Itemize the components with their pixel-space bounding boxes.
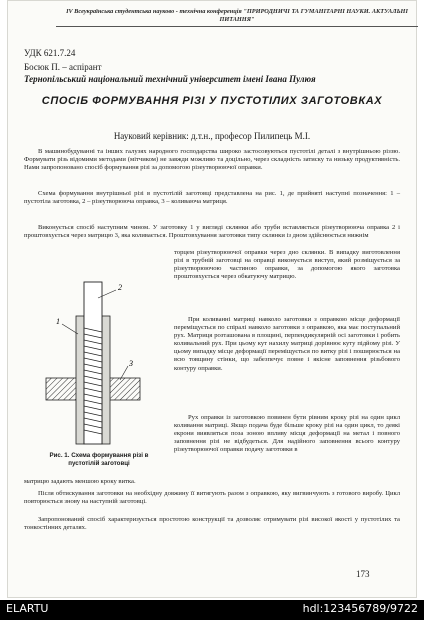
conference-header: IV Всеукраїнська студентська науково - технічна конференція "ПРИРОДНИЧІ ТА ГУМАНІТАРНІ НАУКИ. АКТУАЛЬНІ ПИТАННЯ" [66, 8, 408, 23]
article-title: СПОСІБ ФОРМУВАННЯ РІЗІ У ПУСТОТІЛИХ ЗАГОТОВКАХ [41, 95, 383, 107]
label-2: 2 [118, 283, 122, 292]
figure-caption: Рис. 1. Схема формування різі в пустотілій заготовці [49, 452, 149, 467]
page-number: 173 [356, 569, 370, 579]
author-line: Босюк П. – аспірант [24, 62, 102, 72]
paragraph-scheme: Схема формування внутрішньої різі в пустотілій заготовці представлена на рис. 1, де прийняті наступні позначення: 1 – пустотіла заготовка, 2 – різеутворююча оправка, 3 – коливаюча матриця. [24, 190, 400, 206]
label-1: 1 [56, 317, 60, 326]
paragraph-feed: Рух оправки із заготовкою повинен бути рівним кроку різі на один цикл коливання матриці. Якщо подача буде більше кроку різі на один цикл, то деякі екрони виявляться поза зоною впливу місця деформації на метал і повного заповнення різі не відбудеться. Для надійного заповнення всього контуру різеутворюючої оправки подачу заготовки в [174, 414, 400, 454]
header-rule [56, 26, 418, 27]
paragraph-feed-end: матрицю задають меншою кроку витка. [24, 478, 136, 485]
footer-repository-name: ELARTU [6, 602, 49, 615]
footer-handle: hdl:123456789/9722 [302, 602, 418, 615]
paragraph-method: Виконується спосіб наступним чином. У заготовку 1 у вигляді склянки або труби вставляється різеутворююча оправка 2 і проштовхується через матрицю 3, яка коливається. Проштовхування заготовки типу склянки із дном здійснюється нижнім [24, 224, 400, 240]
paragraph-oscillation: При коливанні матриці навколо заготовки з оправкою місце деформації переміщується по спіралі навколо заготовки з оправкою, яка має поступальний рух. Матриця розташована в площині, перпендикулярній осі заготовки і робить коливальний рух. При цьому кут нахилу матриці дорівнює куту підйому різі. У цьому випадку місце деформації переміщується по витку різі і поширюється на всю товщину стінки, що забезпечує повне і якісне заповнення різьбового контуру оправки. [174, 316, 400, 372]
workpiece-left-wall [76, 316, 84, 444]
udk-code: УДК 621.7.24 [24, 48, 76, 58]
paragraph-method-cont: торцем різеутворюючої оправки через дно склянки. В випадку виготовлення різі в трубній заготовці на оправці виконується виступ, який розміщується за різеутворюючою частиною оправки, за допомогою якого заготовка проштовхується через обкатуючу матрицю. [174, 249, 400, 281]
workpiece-right-wall [102, 316, 110, 444]
affiliation: Тернопільський національний технічний університет імені Івана Пулюя [24, 74, 316, 84]
paragraph-conclusion: Запропонований спосіб характеризується простотою конструкції та дозволяє отримувати різі високої якості у пустотілих та тонкостінних деталях. [24, 516, 400, 532]
forming-scheme-figure [40, 276, 145, 452]
paragraph-intro: В машинобудуванні та інших галузях народного господарства широко застосовуються пустотілі деталі з внутрішньою різзю. Формувати різь відомими методами (мітчиком) не завжди можливо та доцільно, через складність затиску та низьку продуктивність. Нами запропоновано спосіб формування різі за допомогою різеутворюючої оправки. [24, 148, 400, 172]
repository-footer [0, 600, 424, 620]
paragraph-extraction: Після обтискування заготовки на необхідну довжину її витягують разом з оправкою, яку вигвинчують з готового виробу. Цикл повторюється знову на наступній заготовці. [24, 490, 400, 506]
label-3: 3 [129, 359, 133, 368]
supervisor-line: Науковий керівник: д.т.н., професор Пилипець М.І. [113, 131, 311, 141]
